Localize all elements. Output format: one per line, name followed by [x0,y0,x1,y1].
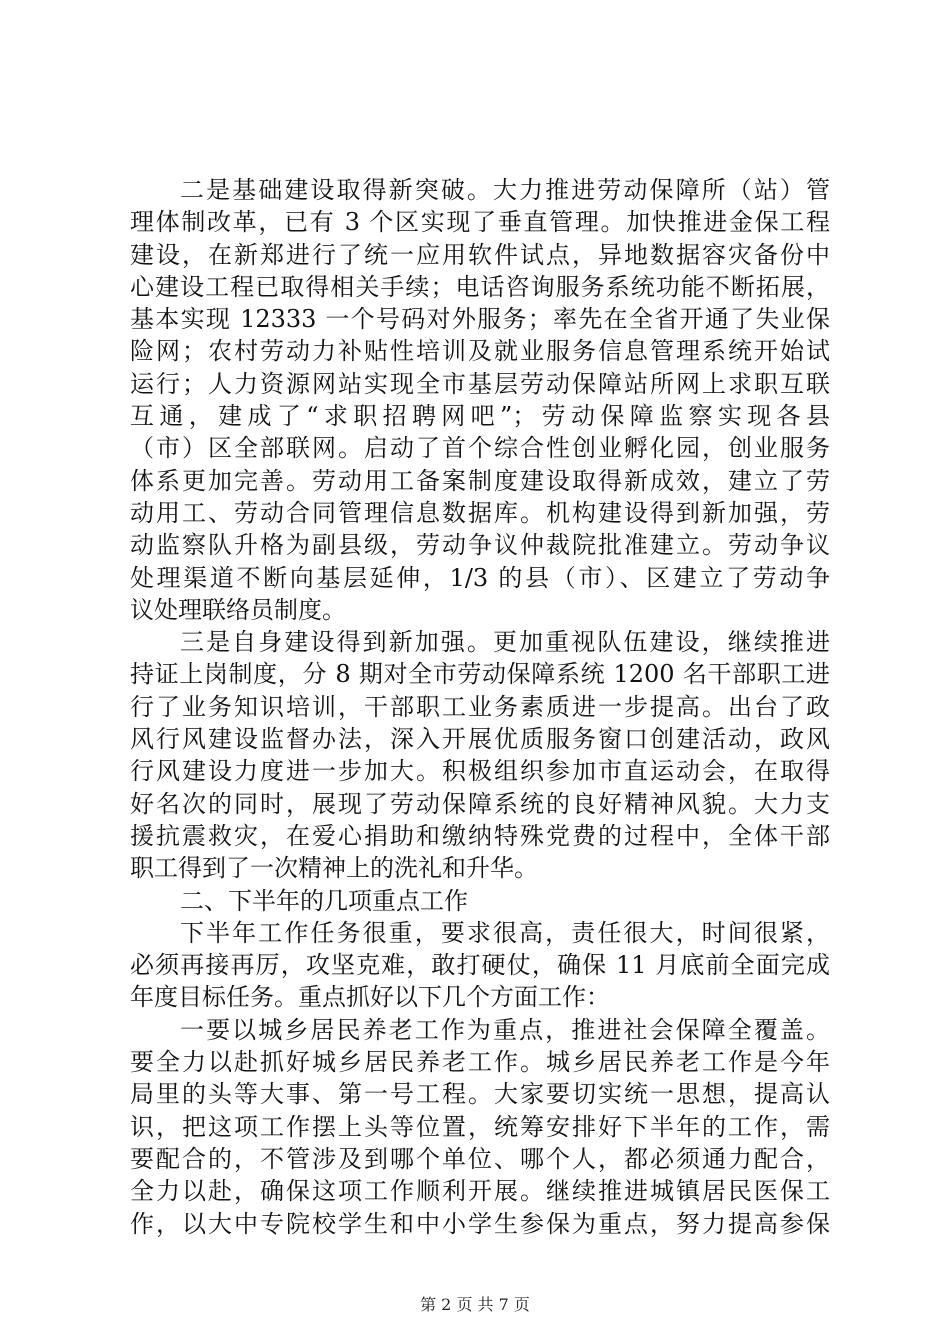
paragraph-line: 动用工、劳动合同管理信息数据库。机构建设得到新加强，劳 [130,498,830,527]
paragraph-line: 运行；人力资源网站实现全市基层劳动保障站所网上求职互联 [130,369,830,398]
paragraph-line: 基本实现 12333 一个号码对外服务；率先在全省开通了失业保 [130,305,830,334]
paragraph-line: 全力以赴，确保这项工作顺利开展。继续推进城镇居民医保工 [130,1177,830,1206]
paragraph-line: 建设，在新郑进行了统一应用软件试点，异地数据容灾备份中 [130,240,830,269]
paragraph-line: 三是自身建设得到新加强。更加重视队伍建设，继续推进 [180,628,830,657]
paragraph-line: 互通，建成了“求职招聘网吧”；劳动保障监察实现各县 [130,402,830,431]
section-heading: 二、下半年的几项重点工作 [180,886,468,915]
paragraph-line: 必须再接再厉，攻坚克难，敢打硬仗，确保 11 月底前全面完成 [130,951,830,980]
page-number-footer: 第 2 页 共 7 页 [420,1295,530,1314]
paragraph-line: （市）区全部联网。启动了首个综合性创业孵化园，创业服务 [130,434,830,463]
paragraph-line: 体系更加完善。劳动用工备案制度建设取得新成效，建立了劳 [130,466,830,495]
paragraph-line: 识，把这项工作摆上头等位置，统筹安排好下半年的工作，需 [130,1112,830,1141]
paragraph-line: 援抗震救灾，在爱心捐助和缴纳特殊党费的过程中，全体干部 [130,821,830,850]
paragraph-line: 议处理联络员制度。 [130,595,346,624]
paragraph-line: 好名次的同时，展现了劳动保障系统的良好精神风貌。大力支 [130,789,830,818]
paragraph-line: 一要以城乡居民养老工作为重点，推进社会保障全覆盖。 [180,1015,830,1044]
document-body [130,174,830,1240]
paragraph-line: 行风建设力度进一步加大。积极组织参加市直运动会，在取得 [130,757,830,786]
paragraph-line: 理体制改革，已有 3 个区实现了垂直管理。加快推进金保工程 [130,208,830,237]
paragraph-line: 险网；农村劳动力补贴性培训及就业服务信息管理系统开始试 [130,337,830,366]
paragraph-line: 局里的头等大事、第一号工程。大家要切实统一思想，提高认 [130,1080,830,1109]
paragraph-line: 风行风建设监督办法，深入开展优质服务窗口创建活动，政风 [130,725,830,754]
paragraph-line: 下半年工作任务很重，要求很高，责任很大，时间很紧， [180,918,830,947]
paragraph-line: 持证上岗制度，分 8 期对全市劳动保障系统 1200 名干部职工进 [130,660,830,689]
paragraph-line: 动监察队升格为副县级，劳动争议仲裁院批准建立。劳动争议 [130,531,830,560]
paragraph-line: 职工得到了一次精神上的洗礼和升华。 [130,854,538,883]
paragraph-line: 作，以大中专院校学生和中小学生参保为重点，努力提高参保 [130,1209,830,1238]
paragraph-line: 行了业务知识培训，干部职工业务素质进一步提高。出台了政 [130,692,830,721]
paragraph-line: 二是基础建设取得新突破。大力推进劳动保障所（站）管 [180,176,830,204]
paragraph-line: 要全力以赴抓好城乡居民养老工作。城乡居民养老工作是今年 [130,1048,830,1077]
paragraph-line: 处理渠道不断向基层延伸，1/3 的县（市）、区建立了劳动争 [130,563,830,592]
paragraph-line: 心建设工程已取得相关手续；电话咨询服务系统功能不断拓展， [130,272,830,301]
paragraph-line: 年度目标任务。重点抓好以下几个方面工作： [130,983,610,1012]
paragraph-line: 要配合的，不管涉及到哪个单位、哪个人，都必须通力配合， [130,1144,830,1173]
